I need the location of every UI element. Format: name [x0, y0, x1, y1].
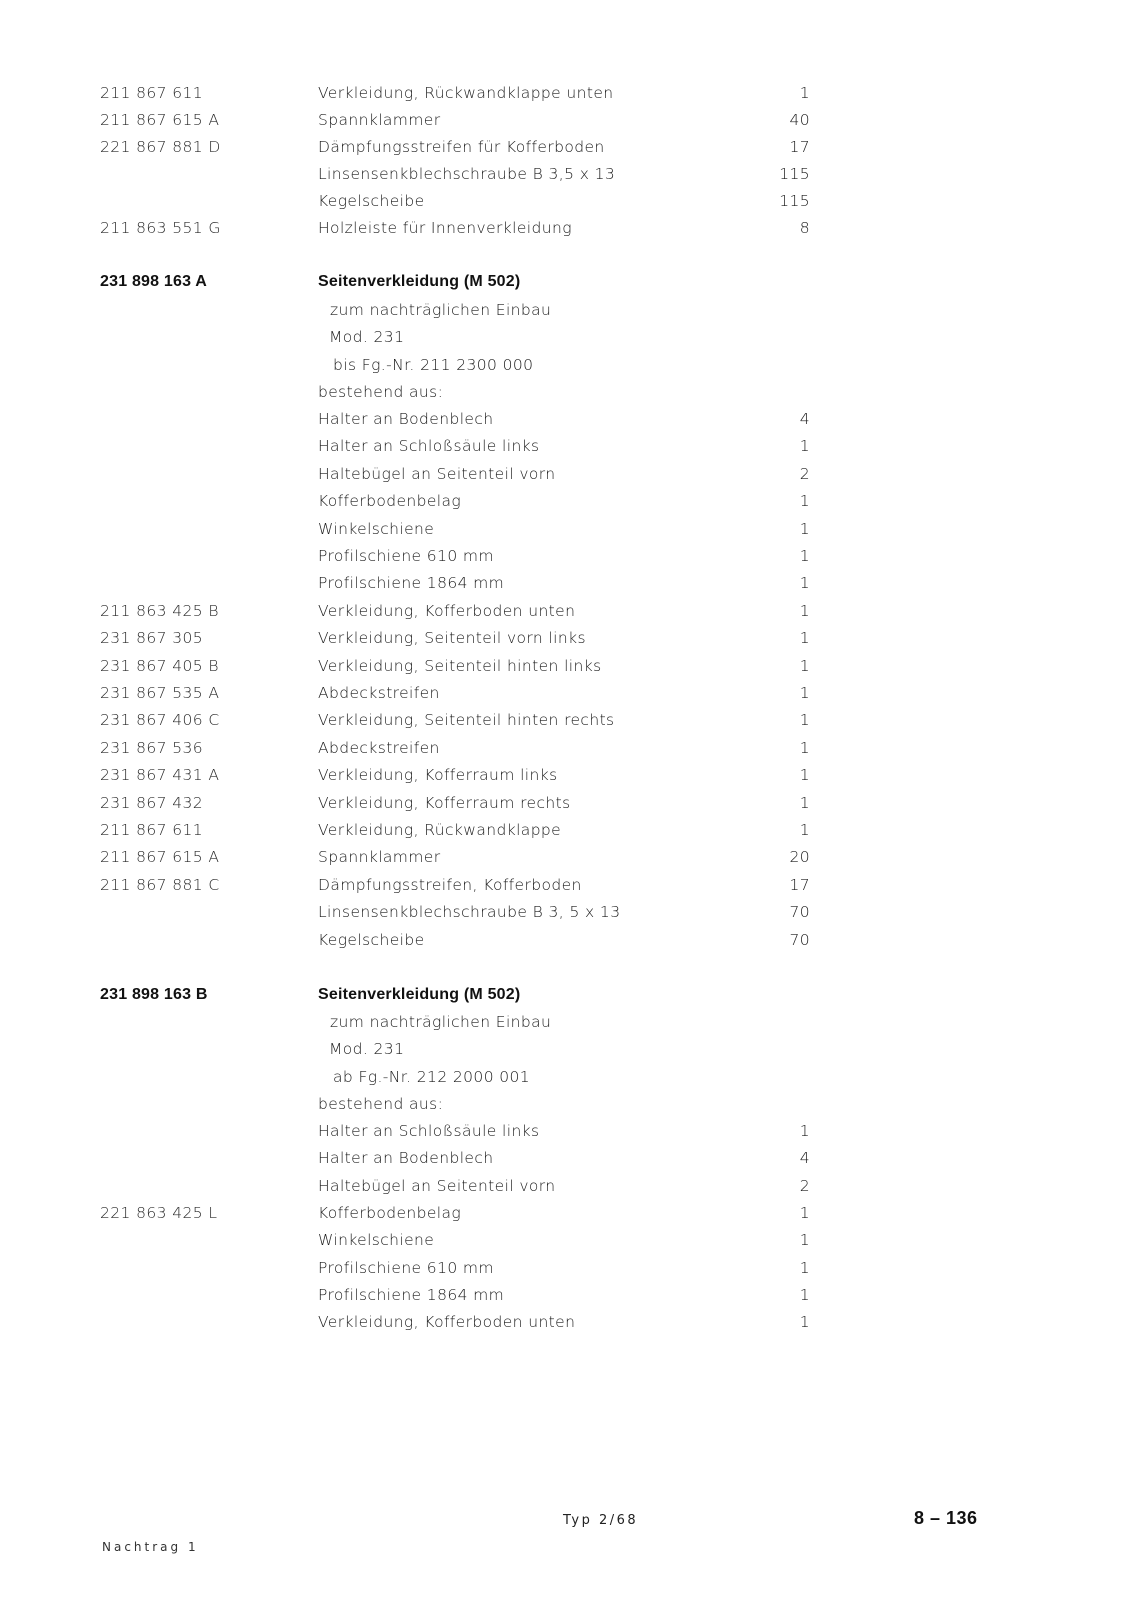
parts-row	[0, 844, 1136, 871]
parts-row	[0, 1227, 1136, 1254]
part-description: Winkelschiene	[318, 519, 435, 538]
part-quantity: 1	[799, 1313, 810, 1332]
note-text: zum nachträglichen Einbau	[330, 301, 552, 319]
part-quantity: 4	[799, 410, 810, 428]
part-number: 211 863 425 B	[100, 601, 219, 620]
parts-row	[0, 516, 1136, 543]
part-description: Dämpfungsstreifen für Kofferboden	[318, 138, 605, 156]
part-description: Profilschiene 1864 mm	[318, 1285, 505, 1304]
part-number: 211 867 881 C	[100, 875, 220, 894]
part-description: Abdeckstreifen	[318, 684, 440, 702]
part-quantity: 4	[799, 1149, 810, 1168]
part-quantity: 115	[779, 192, 810, 210]
section-heading-b	[0, 981, 1136, 1008]
part-quantity: 1	[799, 738, 810, 757]
footer-type-label: Typ 2/68	[563, 1513, 639, 1528]
section-heading-a	[0, 268, 1136, 295]
part-description: Spannklammer	[318, 111, 441, 129]
part-number: 231 867 405 B	[100, 656, 219, 675]
part-quantity: 70	[789, 903, 810, 922]
part-description: Haltebügel an Seitenteil vorn	[318, 1176, 556, 1195]
part-quantity: 1	[799, 821, 810, 839]
part-quantity: 1	[799, 766, 810, 785]
part-quantity: 1	[799, 1203, 810, 1222]
parts-row	[0, 1173, 1136, 1200]
parts-row	[0, 543, 1136, 570]
part-number: 231 867 431 A	[100, 766, 220, 785]
parts-row	[0, 570, 1136, 597]
part-description: Verkleidung, Rückwandklappe	[318, 821, 562, 839]
parts-row	[0, 433, 1136, 460]
part-description: Haltebügel an Seitenteil vorn	[318, 464, 556, 483]
part-description: Kofferbodenbelag	[318, 1203, 462, 1222]
part-quantity: 1	[799, 601, 810, 620]
part-description: Halter an Bodenblech	[318, 410, 494, 428]
parts-row	[0, 215, 1136, 242]
parts-row	[0, 653, 1136, 680]
part-quantity: 70	[789, 930, 810, 949]
note-text: zum nachträglichen Einbau	[330, 1013, 552, 1031]
part-quantity: 1	[799, 547, 810, 565]
parts-row	[0, 1309, 1136, 1336]
part-number: 211 867 615 A	[100, 111, 220, 129]
parts-row	[0, 1200, 1136, 1227]
section-title: Seitenverkleidung (M 502)	[318, 273, 521, 290]
part-number: 231 867 432	[100, 793, 204, 812]
consists-of-label: bestehend aus:	[318, 383, 444, 401]
part-description: Spannklammer	[318, 848, 441, 867]
parts-row	[0, 1255, 1136, 1282]
part-description: Linsensenkblechschraube B 3,5 x 13	[318, 165, 616, 183]
parts-row	[0, 707, 1136, 734]
section-title: Seitenverkleidung (M 502)	[318, 986, 521, 1003]
part-quantity: 1	[799, 519, 810, 538]
part-description: Verkleidung, Kofferraum rechts	[318, 793, 571, 812]
part-description: Abdeckstreifen	[318, 738, 440, 757]
parts-row	[0, 1145, 1136, 1172]
part-quantity: 1	[799, 492, 810, 511]
page-number: 8 – 136	[914, 1508, 978, 1528]
part-description: Kegelscheibe	[318, 192, 425, 210]
parts-row	[0, 899, 1136, 926]
part-description: Verkleidung, Rückwandklappe unten	[318, 84, 614, 102]
part-quantity: 1	[799, 656, 810, 675]
section-note	[0, 1064, 1136, 1091]
parts-row	[0, 134, 1136, 161]
section-note	[0, 1036, 1136, 1063]
parts-row	[0, 817, 1136, 844]
section-part-number: 231 898 163 B	[100, 986, 208, 1003]
part-number: 211 867 611	[100, 821, 204, 839]
section-part-number: 231 898 163 A	[100, 273, 207, 290]
section-consists-of	[0, 1091, 1136, 1118]
part-quantity: 1	[799, 629, 810, 648]
part-description: Verkleidung, Kofferboden unten	[318, 1313, 576, 1332]
part-quantity: 1	[799, 574, 810, 593]
part-number: 221 867 881 D	[100, 138, 221, 156]
parts-row	[0, 680, 1136, 707]
part-quantity: 1	[799, 437, 810, 456]
part-quantity: 115	[779, 165, 810, 183]
section-consists-of	[0, 379, 1136, 406]
parts-row	[0, 625, 1136, 652]
parts-row	[0, 1118, 1136, 1145]
parts-row	[0, 80, 1136, 107]
parts-row	[0, 790, 1136, 817]
part-description: Verkleidung, Seitenteil hinten links	[318, 656, 602, 675]
part-description: Halter an Schloßsäule links	[318, 437, 540, 456]
parts-row	[0, 598, 1136, 625]
parts-row	[0, 107, 1136, 134]
note-text: ab Fg.-Nr. 212 2000 001	[333, 1068, 531, 1086]
part-number: 231 867 535 A	[100, 684, 220, 702]
part-quantity: 17	[789, 875, 810, 894]
part-description: Linsensenkblechschraube B 3, 5 x 13	[318, 903, 621, 922]
parts-row	[0, 406, 1136, 433]
part-description: Verkleidung, Seitenteil hinten rechts	[318, 711, 615, 730]
part-quantity: 8	[799, 219, 810, 237]
section-note	[0, 1009, 1136, 1036]
parts-row	[0, 762, 1136, 789]
note-text: Mod. 231	[329, 1040, 405, 1058]
part-description: Profilschiene 610 mm	[318, 547, 494, 565]
parts-row	[0, 735, 1136, 762]
section-note	[0, 352, 1136, 379]
part-quantity: 1	[799, 84, 810, 102]
part-quantity: 1	[799, 711, 810, 730]
parts-row	[0, 1282, 1136, 1309]
part-description: Verkleidung, Kofferboden unten	[318, 601, 576, 620]
part-quantity: 20	[789, 848, 810, 867]
parts-row	[0, 488, 1136, 515]
part-description: Verkleidung, Seitenteil vorn links	[318, 629, 586, 648]
parts-row	[0, 872, 1136, 899]
parts-row	[0, 161, 1136, 188]
parts-row	[0, 927, 1136, 954]
part-number: 211 867 611	[100, 84, 204, 102]
parts-row	[0, 461, 1136, 488]
part-number: 231 867 406 C	[100, 711, 220, 730]
part-number: 231 867 536	[100, 738, 204, 757]
part-description: Profilschiene 610 mm	[318, 1258, 494, 1277]
part-quantity: 1	[799, 1258, 810, 1277]
part-quantity: 17	[789, 138, 810, 156]
part-number: 211 867 615 A	[100, 848, 220, 867]
part-description: Halter an Bodenblech	[318, 1149, 494, 1168]
parts-row	[0, 188, 1136, 215]
part-quantity: 2	[799, 464, 810, 483]
part-description: Kegelscheibe	[318, 930, 425, 949]
part-quantity: 1	[799, 1231, 810, 1250]
note-text: bis Fg.-Nr. 211 2300 000	[333, 356, 534, 374]
part-number: 231 867 305	[100, 629, 204, 648]
part-description: Halter an Schloßsäule links	[318, 1122, 540, 1140]
part-quantity: 1	[799, 684, 810, 702]
part-quantity: 1	[799, 1285, 810, 1304]
part-number: 221 863 425 L	[100, 1203, 218, 1222]
section-note	[0, 324, 1136, 351]
part-number: 211 863 551 G	[100, 219, 221, 237]
part-description: Verkleidung, Kofferraum links	[318, 766, 558, 785]
part-description: Kofferbodenbelag	[318, 492, 462, 511]
part-description: Profilschiene 1864 mm	[318, 574, 505, 593]
note-text: Mod. 231	[329, 328, 405, 346]
part-description: Winkelschiene	[318, 1231, 435, 1250]
part-quantity: 40	[789, 111, 810, 129]
supplement-label: Nachtrag 1	[102, 1540, 199, 1554]
part-description: Holzleiste für Innenverkleidung	[318, 219, 572, 237]
consists-of-label: bestehend aus:	[318, 1095, 444, 1113]
part-quantity: 1	[799, 793, 810, 812]
part-quantity: 1	[799, 1122, 810, 1140]
part-description: Dämpfungsstreifen, Kofferboden	[318, 875, 582, 894]
section-note	[0, 297, 1136, 324]
part-quantity: 2	[799, 1176, 810, 1195]
